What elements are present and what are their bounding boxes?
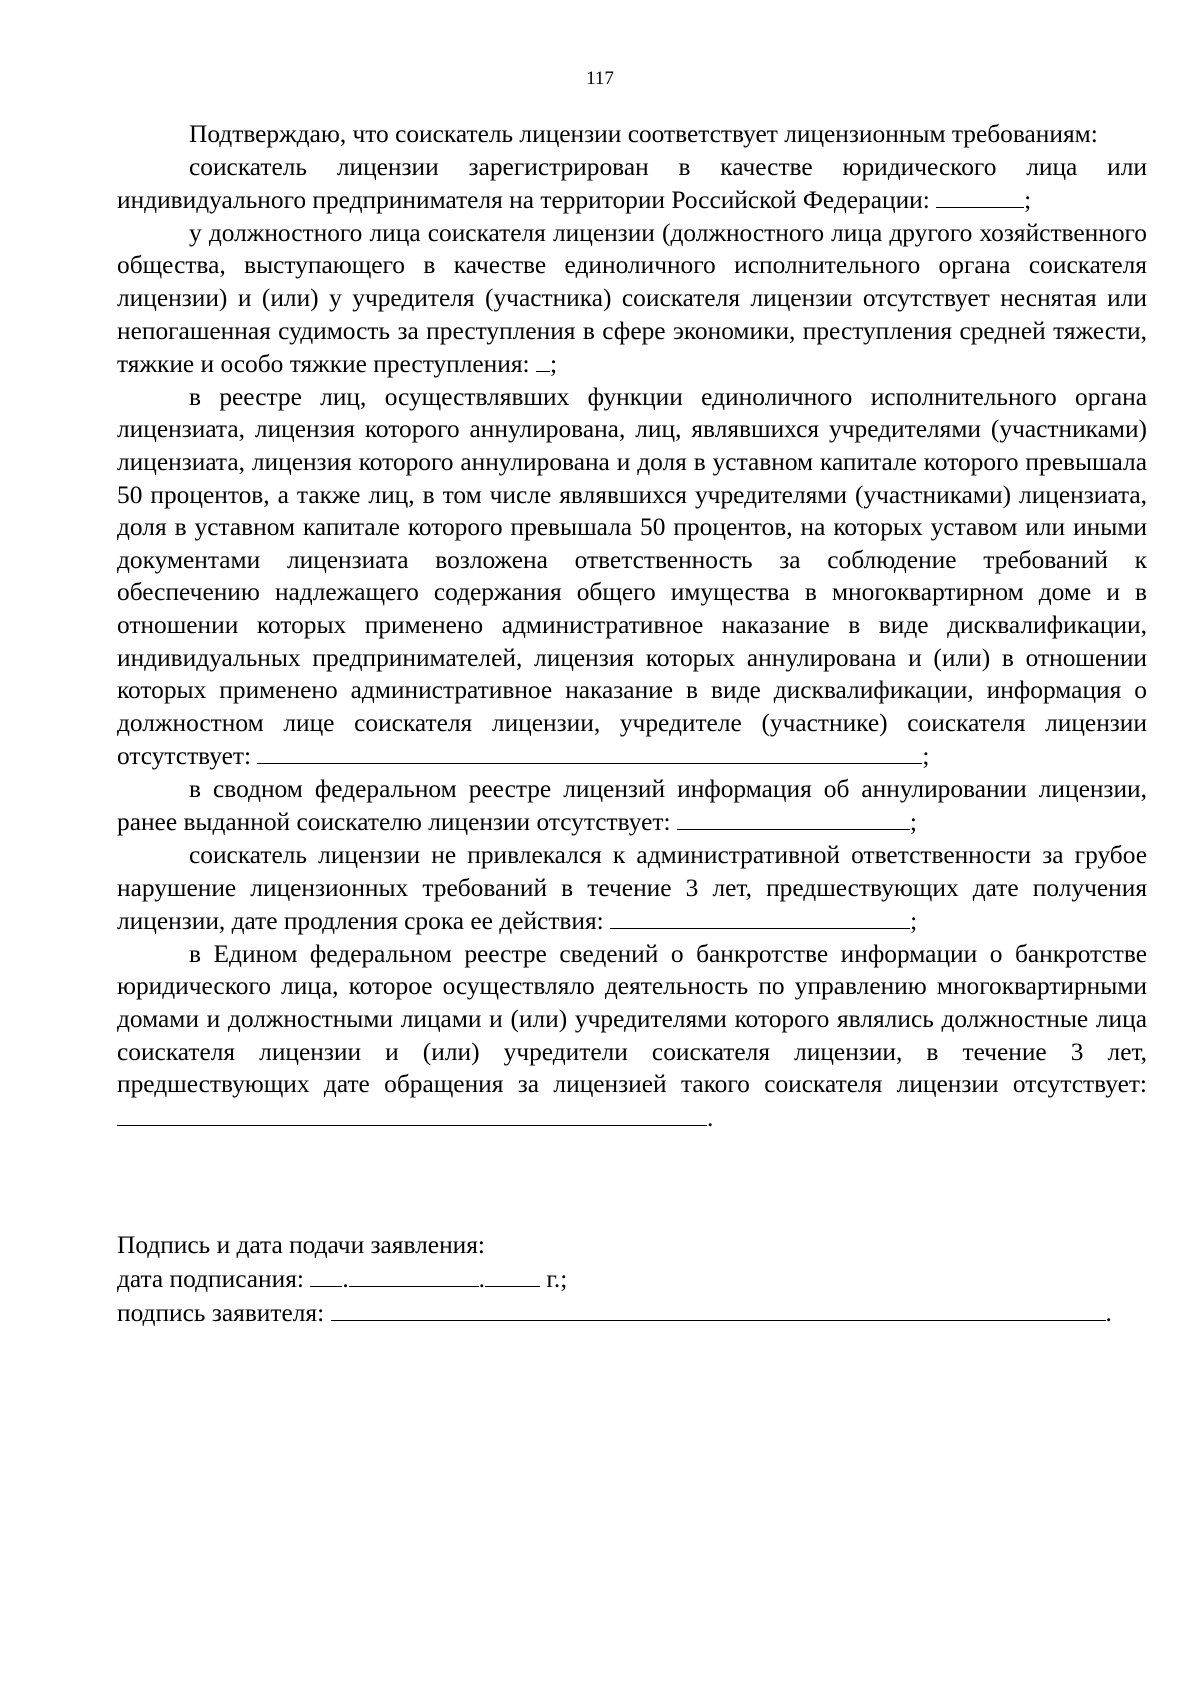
paragraph-tail: .: [707, 1103, 714, 1132]
signature-heading: Подпись и дата подачи заявления:: [117, 1231, 485, 1259]
date-suffix: г.;: [540, 1265, 568, 1293]
paragraph-tail: ;: [922, 742, 930, 771]
bankruptcy-blank[interactable]: [117, 1101, 707, 1126]
signature-section: [117, 1229, 1147, 1330]
signing-date-line: [117, 1262, 1147, 1296]
signature-tail: .: [1105, 1299, 1112, 1327]
paragraph-disqualification-registry: [117, 381, 1147, 773]
date-separator: .: [342, 1265, 349, 1293]
paragraph-text: у должностного лица соискателя лицензии (должностного лица другого хозяйственного общества, выступающего в качестве единоличного исполнительного органа соискателя лицензии) и (или) у учредителя (участника) соискателя лицензии отсутствует неснятая или непогашенная судимость за преступления в сфере экономики, преступления средней тяжести, тяжкие и особо тяжкие преступления:: [117, 218, 1147, 379]
page-number: 117: [586, 68, 614, 89]
date-month-field[interactable]: [349, 1262, 479, 1287]
paragraph-text: соискатель лицензии зарегистрирован в качестве юридического лица или индивидуального предпринимателя на территории Российской Федерации:: [117, 152, 1147, 215]
paragraph-bankruptcy-registry: [117, 938, 1147, 1135]
paragraph-text: в Едином федеральном реестре сведений о банкротстве информации о банкротстве юридического лица, которое осуществляло деятельность по управлению многоквартирными домами и должностными лицами и (или) учредителями которого являлись должностные лица соискателя лицензии и (или) учредители соискателя лицензии, в течение 3 лет, предшествующих дате обращения за лицензией такого соискателя лицензии отсутствует:: [117, 939, 1147, 1099]
registration-blank[interactable]: [936, 183, 1024, 208]
paragraph-text: в сводном федеральном реестре лицензий информация об аннулировании лицензии, ранее выданной соискателю лицензии отсутствует:: [117, 774, 1147, 837]
paragraph-criminal-record: [117, 217, 1147, 381]
paragraph-intro: [117, 118, 1147, 151]
paragraph-tail: ;: [1024, 186, 1032, 215]
disqualification-blank[interactable]: [257, 739, 922, 764]
date-day-field[interactable]: [310, 1262, 342, 1287]
paragraph-license-registry: [117, 773, 1147, 839]
paragraph-text: в реестре лиц, осуществлявших функции единоличного исполнительного органа лицензиата, лицензия которого аннулирована, лиц, являвшихся учредителями (участниками) лицензиата, лицензия которого аннулирована и доля в уставном капитале которого превышала 50 процентов, а также лиц, в том числе являвшихся учредителями (участниками) лицензиата, доля в уставном капитале которого превышала 50 процентов, на которых уставом или иными документами лицензиата возложена ответственность за соблюдение требований к обеспечению надлежащего содержания общего имущества в многоквартирном доме и в отношении которых применено административное наказание в виде дисквалификации, индивидуальных предпринимателей, лицензия которых аннулирована и (или) в отношении которых применено административное наказание в виде дисквалификации, информация о должностном лице соискателя лицензии, учредителе (участнике) соискателя лицензии отсутствует:: [117, 382, 1147, 771]
paragraph-tail: ;: [909, 808, 917, 837]
signing-date-label: дата подписания:: [117, 1265, 311, 1293]
paragraph-text: соискатель лицензии не привлекался к административной ответственности за грубое нарушение лицензионных требований в течение 3 лет, предшествующих дате получения лицензии, дате продления срока ее действия:: [117, 841, 1147, 936]
applicant-signature-label: подпись заявителя:: [117, 1299, 331, 1327]
date-year-field[interactable]: [485, 1262, 540, 1287]
paragraph-registration: [117, 151, 1147, 217]
applicant-signature-field[interactable]: [331, 1296, 1106, 1321]
document-body: [117, 118, 1147, 1134]
paragraph-text: Подтверждаю, что соискатель лицензии соответствует лицензионным требованиям:: [189, 120, 1098, 148]
paragraph-administrative-liability: [117, 839, 1147, 938]
applicant-signature-line: [117, 1296, 1147, 1330]
license-registry-blank[interactable]: [677, 805, 910, 830]
criminal-record-blank[interactable]: [536, 347, 550, 372]
paragraph-tail: ;: [910, 907, 918, 936]
date-separator: .: [478, 1265, 486, 1293]
paragraph-tail: ;: [549, 350, 557, 379]
administrative-liability-blank[interactable]: [610, 904, 910, 929]
